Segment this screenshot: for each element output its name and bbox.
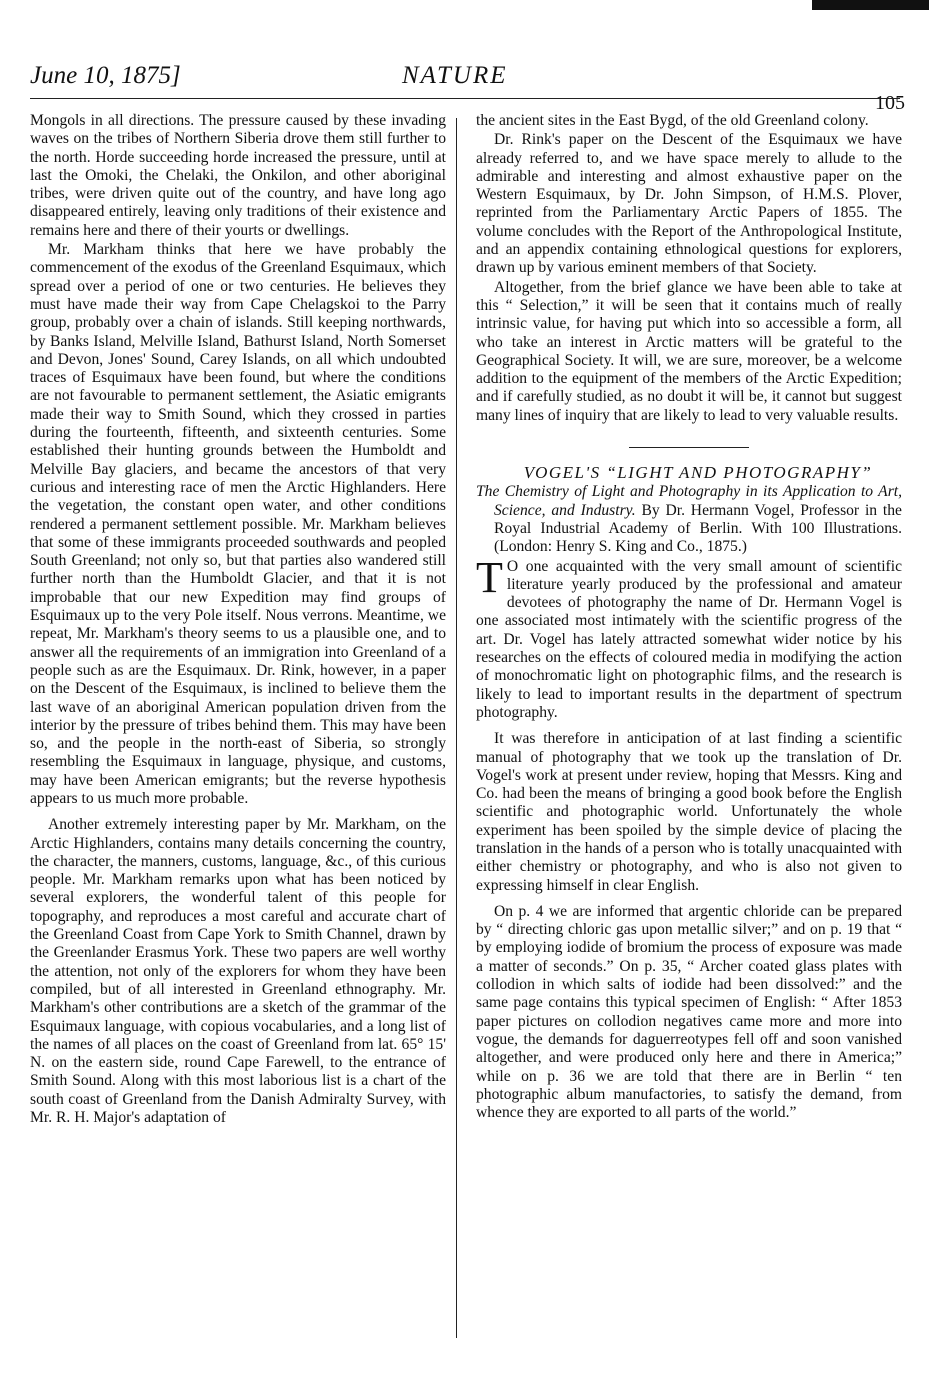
corner-mark <box>812 0 929 10</box>
left-column <box>30 112 446 1127</box>
paragraph: Dr. Rink's paper on the Descent of the Esquimaux we have already referred to, and we have space merely to allude to the admirable and interesting and almost exhaustive paper on the Western Esquimaux, by Dr. John Simpson, of H.M.S. Plover, reprinted from the Parliamentary Arctic Papers of 1855. The volume concludes with the Report of the Anthropological Institute, and an appendix containing ethnological questions for explorers, drawn up by various eminent members of that Society. <box>476 131 902 277</box>
page-number: 105 <box>875 92 905 114</box>
paragraph: Mr. Markham thinks that here we have probably the commencement of the exodus of the Greenland Esquimaux, which spread over a period of one or two centuries. He believes they must have made their way from Cape Chelagskoi to the Parry group, probably over a chain of islands. Still keeping northwards, by Banks Island, Melville Island, Bathurst Island, North Somerset and Devon, Jones' Sound, Carey Islands, on all which undoubted traces of Esquimaux have been found, but where the conditions are not favourable to permanent settlement, the Asiatic emigrants made their way to Smith Sound, which they crossed in parties during the fourteenth, fifteenth, and sixteenth centuries. Some established their hunting grounds between the Humboldt and Melville Bay glaciers, and became the ancestors of that very curious and interesting race of men the Arctic Highlanders. Here the vegetation, the constant open water, and other conditions rendered a permanent settlement possible. Mr. Markham believes that some of these immigrants proceeded southwards and peopled South Greenland; not only so, but that parties also wandered still further north than the Humboldt Glacier, and that it is not improbable that our new Expedition may find groups of Esquimaux up to the very Pole itself. Nous verrons. Meantime, we repeat, Mr. Markham's theory seems to us a plausible one, and to answer all the requirements of an immigration into Greenland of a people such as are the Esquimaux. Dr. Rink, however, in a paper on the Descent of the Esquimaux, is inclined to believe them the last wave of an aboriginal American population driven from the interior by the pressure of tribes behind them. This may have been so, and the people in the north-east of Siberia, so strongly resembling the Esquimaux in language, physique, and customs, may have been American emigrants; but the reverse hypothesis appears to us much more probable. <box>30 241 446 807</box>
paragraph: Altogether, from the brief glance we have been able to take at this “ Selection,” it will be seen that it contains much of really intrinsic value, for having put which into so accessible a form, all who take an interest in Arctic matters will be grateful to the Geographical Society. It will, we are sure, moreover, be a welcome addition to the equipment of the members of the Arctic Expedition; and if carefully studied, as no doubt it will be, it cannot but suggest many lines of inquiry that are likely to lead to very valuable results. <box>476 278 902 424</box>
paragraph: Another extremely interesting paper by Mr. Markham, on the Arctic Highlanders, contains many details concerning the country, the character, the manners, customs, language, &c., of this curious people. Mr. Markham remarks upon what has been noticed by several explorers, the wonderful talent of this people for topography, and reproduces a most careful and accurate chart of the Greenland Coast from Cape York to Smith Channel, drawn by the Greenlander Erasmus York. These two papers are well worthy the attention, not only of the explorers for whom they have been compiled, but of all interested in Greenland ethnography. Mr. Markham's other contributions are a sketch of the grammar of the Esquimaux language, with copious vocabularies, and a long list of the names of all places on the coast of Greenland from lat. 65° 15' N. on the eastern side, round Cape Farewell, to the entrance of Smith Sound. Along with this most laborious list is a chart of the south coast of Greenland from the Danish Admiralty Survey, with Mr. R. H. Major's adaptation of <box>30 816 446 1127</box>
journal-title: NATURE <box>402 62 508 89</box>
section-rule <box>629 447 749 448</box>
review-heading: VOGEL'S “LIGHT AND PHOTOGRAPHY” <box>523 463 873 483</box>
paragraph-text: O one acquainted with the very small amount of scientific literature yearly produced by the professional and amateur devotees of photography the name of Dr. Hermann Vogel is one associated most intimately with the scientific progress of the art. Dr. Vogel has lately attracted somewhat wider notice by his researches on the effects of coloured media in modifying the action of monochromatic light on photographic films, and the research is likely to lead to important results in the department of spectrum photography. <box>476 557 902 721</box>
book-details: By Dr. Hermann Vogel, Professor in the Royal Industrial Academy of Berlin. With 100 Illustrations. (London: Henry S. King and Co., 1875.) <box>494 501 902 556</box>
column-divider <box>456 118 457 1338</box>
issue-date: June 10, 1875] <box>30 62 181 89</box>
right-column <box>476 112 902 1122</box>
book-title: The Chemistry of Light and Photography in its Application to Art, Science, and Industry. <box>476 483 902 519</box>
paragraph: Mongols in all directions. The pressure caused by these invading waves on the tribes of Northern Siberia drove them still further to the north. Horde succeeding horde increased the pressure, until at last the Omoki, the Chelaki, the Onkilon, and other aboriginal tribes, were driven quite out of the country, and have long ago disappeared entirely, leaving only traditions of their existence and remains here and there of their yourts or dwellings. <box>30 112 446 239</box>
drop-cap: T <box>476 552 503 602</box>
header-rule <box>30 98 900 99</box>
paragraph <box>476 552 902 723</box>
paragraph: the ancient sites in the East Bygd, of the old Greenland colony. <box>476 112 869 129</box>
book-citation <box>476 483 902 556</box>
running-header <box>30 62 910 114</box>
paragraph: It was therefore in anticipation of at last finding a scientific manual of photography that we took up the translation of Dr. Vogel's work at present under review, hoping that Messrs. King and Co. had been the means of bringing a good book before the English scientific and photographic world. Unfortunately the whole experiment has been spoiled by the simple device of placing the translation in the hands of a person who is totally unacquainted with either chemistry or photography, and who is also not given to expressing himself in clear English. <box>476 730 902 894</box>
paragraph: On p. 4 we are informed that argentic chloride can be prepared by “ directing chloric gas upon metallic silver;” and on p. 19 that “ by employing iodide of bromium the process of exposure was made a matter of seconds.” On p. 35, “ Archer coated glass plates with collodion in which salts of iodide had been dissolved:” and the same page contains this typical specimen of English: “ After 1853 paper pictures on collodion negatives came more and more into vogue, the demands for daguerreotypes fell off and soon vanished altogether, and were produced only here and there in America;” while on p. 36 we are told that there are in Berlin “ ten photographic album manufactories, to satisfy the demand, from whence they are exported to all parts of the world.” <box>476 902 902 1122</box>
